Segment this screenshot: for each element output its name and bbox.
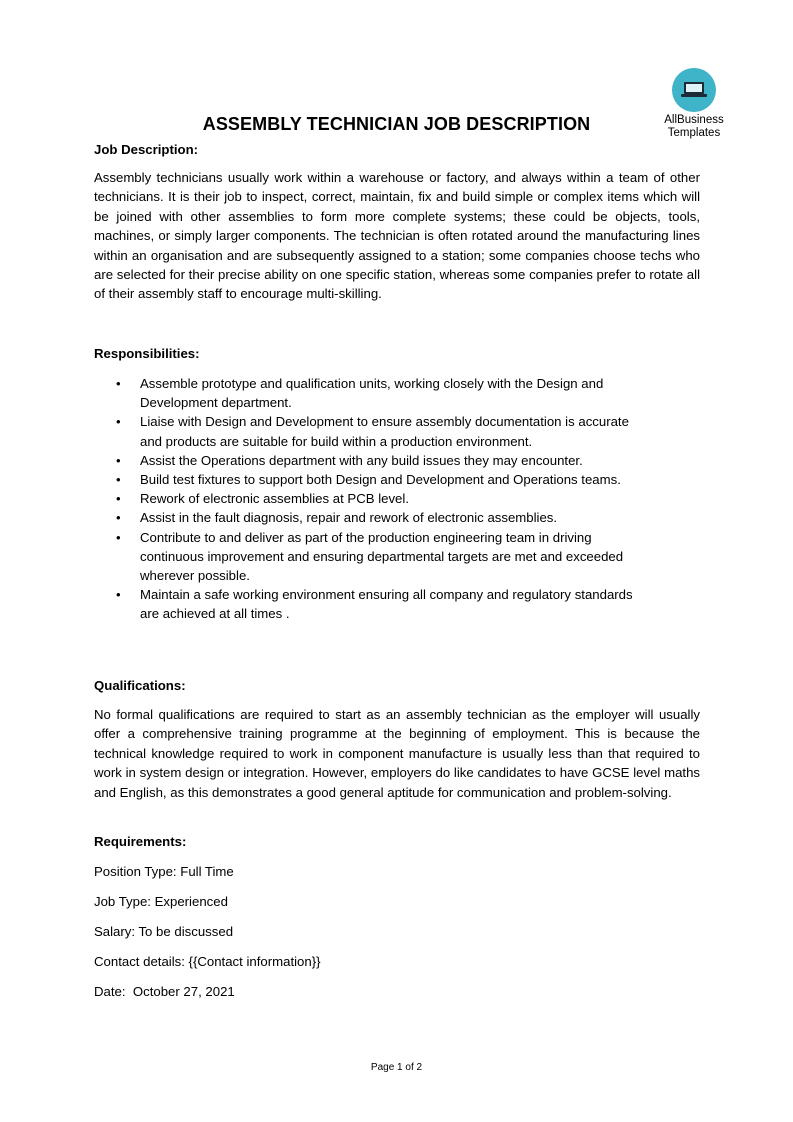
logo-line-2: Templates [667, 127, 721, 139]
job-description-paragraph: Assembly technicians usually work within a warehouse or factory, and always within a team of other technicians. It is their job to inspect, correct, maintain, fix and build simple or complex items which will be joined with other assemblies to form more complete systems; these could be objects, tools, machines, or simply larger components. The technician is often rotated around the manufacturing lines within an organisation and are subsequently assigned to a station; some companies choose techs who are selected for their precise ability on one specific station, whereas some companies prefer to rotate all of their assembly staff to encourage multi-skilling. [94, 170, 700, 302]
responsibility-text: Build test fixtures to support both Design and Development and Operations teams. [140, 472, 621, 488]
bullet-icon: • [116, 376, 121, 391]
laptop-icon [672, 68, 716, 112]
list-item [116, 585, 636, 623]
bullet-icon: • [116, 491, 121, 507]
list-item [116, 508, 636, 527]
bullet-icon: • [116, 587, 121, 603]
job-description-heading: Job Description: [94, 142, 199, 157]
bullet-icon: • [116, 414, 121, 430]
list-item [116, 470, 636, 489]
list-item [116, 489, 636, 508]
list-item [116, 412, 636, 450]
bullet-icon: • [116, 529, 121, 545]
job-type: Job Type: Experienced [94, 894, 228, 909]
contact-details: Contact details: {{Contact information}} [94, 954, 321, 969]
responsibility-text: Contribute to and deliver as part of the production engineering team in driving continuous improvement and ensuring departmental targets are met and exceeded wherever possible. [140, 529, 624, 584]
qualifications-heading: Qualifications: [94, 678, 186, 693]
date: Date: October 27, 2021 [94, 984, 235, 999]
responsibility-text: Assist in the fault diagnosis, repair and rework of electronic assemblies. [140, 510, 558, 526]
bullet-icon: • [116, 452, 121, 468]
list-item [116, 528, 636, 586]
requirements-heading: Requirements: [94, 834, 187, 849]
responsibility-text: Assemble prototype and qualification units, working closely with the Design and Development department. [140, 376, 604, 411]
list-item [116, 374, 636, 412]
qualifications-paragraph: No formal qualifications are required to start as an assembly technician as the employer will usually offer a comprehensive training programme at the beginning of employment. This is because the technical knowledge required to work in component manufacture is usually less than that required to work in system design or integration. However, employers do like candidates to have GCSE level maths and English, as this demonstrates a good general aptitude for communication and problem-solving. [94, 707, 700, 800]
responsibilities-heading: Responsibilities: [94, 346, 200, 361]
responsibilities-list [116, 374, 636, 624]
responsibility-text: Liaise with Design and Development to ensure assembly documentation is accurate and products are suitable for build within a production environment. [140, 414, 629, 449]
bullet-icon: • [116, 510, 121, 526]
document-title: ASSEMBLY TECHNICIAN JOB DESCRIPTION [202, 114, 591, 134]
bullet-icon: • [116, 472, 121, 488]
list-item [116, 451, 636, 470]
salary: Salary: To be discussed [94, 924, 234, 939]
page-number: Page 1 of 2 [370, 1062, 423, 1073]
logo-line-1: AllBusiness [664, 114, 724, 126]
responsibility-text: Rework of electronic assemblies at PCB level. [140, 491, 409, 507]
responsibility-text: Assist the Operations department with any build issues they may encounter. [140, 452, 583, 468]
responsibility-text: Maintain a safe working environment ensuring all company and regulatory standards are achieved at all times . [140, 587, 633, 622]
position-type: Position Type: Full Time [94, 864, 234, 879]
